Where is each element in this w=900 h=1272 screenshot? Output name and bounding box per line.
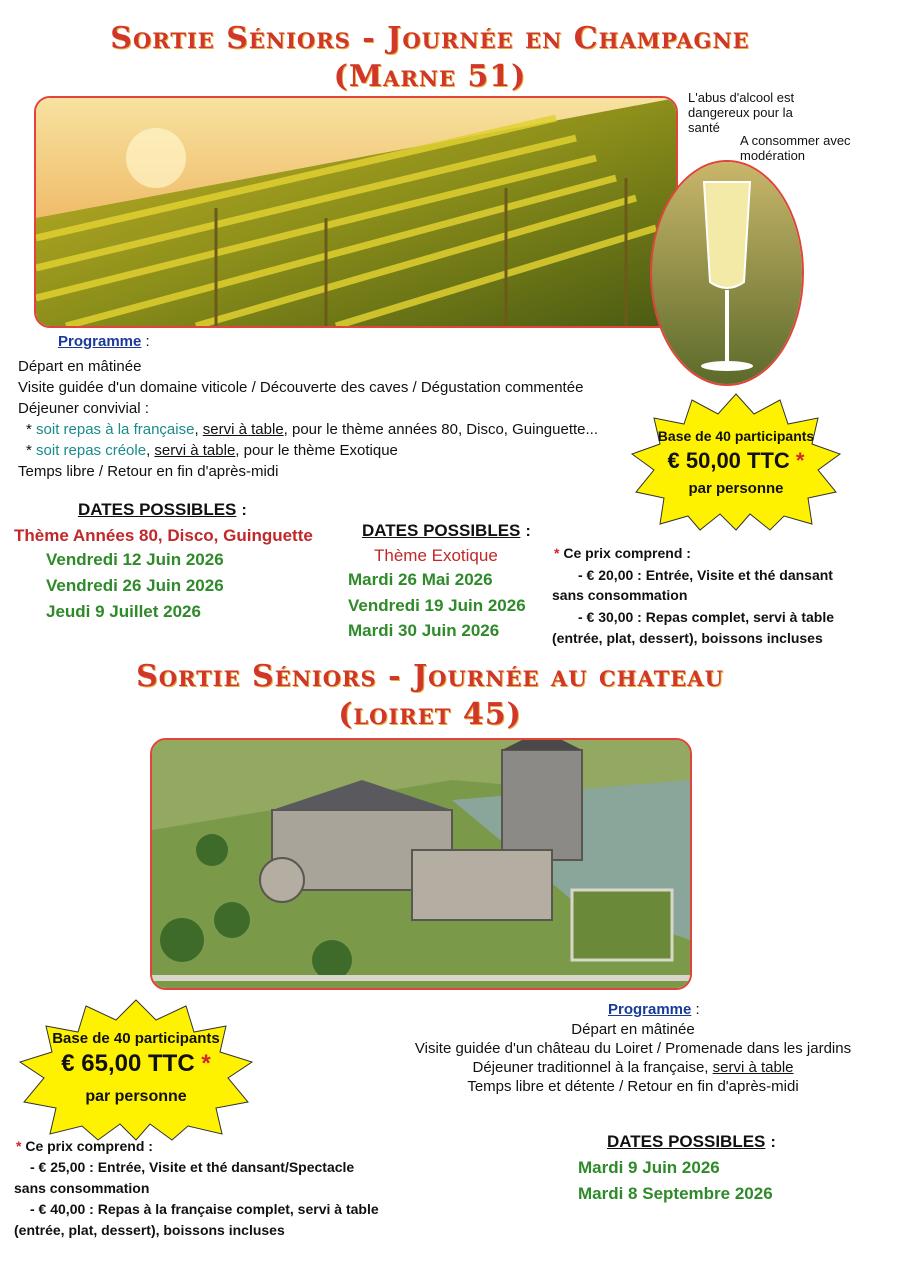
price-value: € 65,00 TTC [61, 1050, 195, 1077]
badge-per-person: par personne [85, 1088, 187, 1105]
theme-80s-label: Thème Années 80, Disco, Guinguette [14, 526, 313, 545]
chateau-dates-header [607, 1132, 776, 1152]
badge-participants: Base de 40 participants [657, 428, 815, 444]
date-item: Mardi 26 Mai 2026 [348, 570, 493, 589]
chateau-price-badge [18, 998, 254, 1142]
served-at-table: servi à table [202, 421, 284, 438]
chateau-title-line2: (loiret 45) [338, 697, 522, 732]
vineyard-illustration [36, 98, 676, 326]
dates-header-text: DATES POSSIBLES [362, 521, 521, 540]
dates-header-text: DATES POSSIBLES [78, 500, 237, 519]
theme-text: , pour le thème Exotique [235, 442, 398, 459]
badge-price [630, 448, 842, 474]
programme-label: Programme [58, 333, 142, 350]
champagne-programme-option-creole [26, 440, 398, 461]
price-asterisk: * [201, 1050, 211, 1077]
price-item: - € 20,00 : Entrée, Visite et thé dansant [578, 567, 833, 583]
champagne-glass-illustration [652, 162, 802, 384]
champagne-glass-photo [650, 160, 804, 386]
dates-b-header [362, 521, 531, 541]
badge-participants: Base de 40 participants [52, 1030, 220, 1047]
date-item: Vendredi 19 Juin 2026 [348, 596, 526, 615]
asterisk: * [554, 545, 560, 561]
chateau-photo [150, 738, 692, 990]
price-item: - € 30,00 : Repas complet, servi à table [578, 609, 835, 625]
chateau-programme-block [400, 1000, 866, 1096]
price-item: sans consommation [552, 587, 688, 603]
programme-label: Programme [608, 1001, 692, 1018]
chateau-illustration [152, 740, 690, 988]
badge-per-person: par personne [688, 480, 784, 497]
champagne-price-badge [630, 392, 842, 532]
dates-header-colon: : [241, 502, 247, 519]
date-item: Vendredi 26 Juin 2026 [46, 576, 224, 595]
champagne-title-line2: (Marne 51) [333, 59, 527, 94]
dates-a-header [78, 500, 247, 520]
chateau-title-line1: Sortie Séniors - Journée au chateau [136, 659, 724, 694]
chateau-programme-line-lunch [400, 1058, 866, 1077]
vineyard-photo [34, 96, 678, 328]
chateau-programme-line: Visite guidée d'un château du Loiret / Promenade dans les jardins [414, 1040, 852, 1057]
comma: , [146, 442, 151, 459]
alcohol-warning: L'abus d'alcool est dangereux pour la santé [688, 90, 795, 135]
bullet-star: * [26, 421, 32, 438]
chateau-programme-line: Temps libre et détente / Retour en fin d'après-midi [467, 1078, 799, 1095]
champagne-programme-heading [58, 333, 150, 350]
asterisk: * [16, 1138, 22, 1154]
date-item: Vendredi 12 Juin 2026 [46, 550, 224, 569]
date-item: Mardi 8 Septembre 2026 [578, 1184, 773, 1203]
creole-meal-option: soit repas créole [36, 442, 147, 459]
chateau-programme-line: Départ en mâtinée [571, 1021, 695, 1038]
price-item: (entrée, plat, dessert), boissons incluses [14, 1222, 285, 1238]
price-item: - € 40,00 : Repas à la française complet, servi à table [30, 1201, 379, 1217]
bullet-star: * [26, 442, 32, 459]
date-item: Mardi 9 Juin 2026 [578, 1158, 720, 1177]
programme-colon: : [695, 1001, 700, 1018]
date-item: Mardi 30 Juin 2026 [348, 621, 500, 640]
moderation-note: A consommer avec modération [740, 133, 851, 163]
price-includes-title [16, 1138, 153, 1154]
champagne-programme-line: Temps libre / Retour en fin d'après-midi [18, 463, 279, 480]
dates-header-colon: : [525, 523, 531, 540]
champagne-title-line1: Sortie Séniors - Journée en Champagne [110, 21, 750, 56]
theme-exotic-label: Thème Exotique [374, 546, 498, 565]
served-at-table: servi à table [712, 1059, 794, 1076]
served-at-table: servi à table [154, 442, 236, 459]
price-item: (entrée, plat, dessert), boissons incluses [552, 630, 823, 646]
champagne-programme-option-french [26, 419, 598, 440]
price-asterisk: * [795, 448, 805, 473]
lunch-text: Déjeuner traditionnel à la française, [472, 1059, 709, 1076]
champagne-programme-line: Départ en mâtinée [18, 358, 142, 375]
champagne-programme-line: Déjeuner convivial : [18, 400, 149, 417]
chateau-programme-heading [400, 1000, 866, 1020]
date-item: Jeudi 9 Juillet 2026 [46, 602, 201, 621]
price-includes-text: Ce prix comprend : [563, 545, 691, 561]
theme-text: , pour le thème années 80, Disco, Guinguette... [283, 421, 599, 438]
programme-colon: : [145, 333, 150, 350]
price-includes-text: Ce prix comprend : [25, 1138, 153, 1154]
dates-header-colon: : [770, 1134, 776, 1151]
price-item: - € 25,00 : Entrée, Visite et thé dansant/Spectacle [30, 1159, 355, 1175]
champagne-programme-line: Visite guidée d'un domaine viticole / Découverte des caves / Dégustation commentée [18, 379, 584, 396]
price-item: sans consommation [14, 1180, 150, 1196]
dates-header-text: DATES POSSIBLES [607, 1132, 766, 1151]
french-meal-option: soit repas à la française [36, 421, 195, 438]
badge-price [18, 1050, 254, 1078]
price-value: € 50,00 TTC [667, 448, 790, 473]
price-includes-title [554, 545, 691, 561]
comma: , [194, 421, 199, 438]
